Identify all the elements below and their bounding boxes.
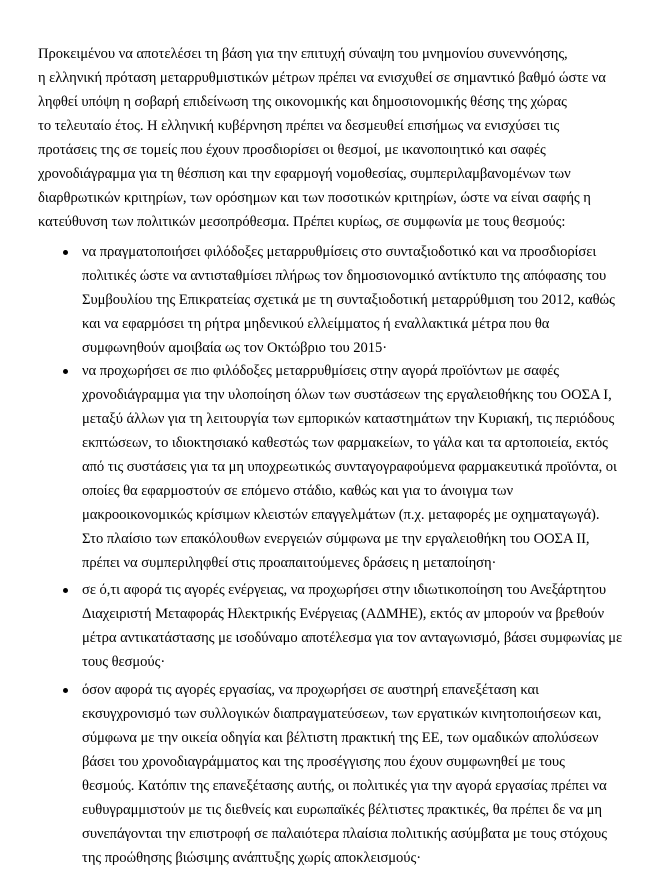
- intro-line: Προκειμένου να αποτελέσει τη βάση για την επιτυχή σύναψη του μνημονίου συνεννόησης,: [38, 46, 568, 62]
- bullet-line: συνεπάγονται την επιστροφή σε παλαιότερα πλαίσια πολιτικής ασύμβατα με τους στόχους: [82, 826, 607, 842]
- bullet-line: πολιτικές ώστε να αντισταθμίσει πλήρως τον δημοσιονομικό αντίκτυπο της απόφασης του: [82, 268, 607, 284]
- bullet-line: να προχωρήσει σε πιο φιλόδοξες μεταρρυθμίσεις στην αγορά προϊόντων με σαφές: [82, 363, 560, 379]
- bullet-line: πρέπει να συμπεριληφθεί στις προαπαιτούμενες δράσεις η μεταποίηση·: [82, 555, 497, 571]
- bullet-line: και να εφαρμόσει τη ρήτρα μηδενικού ελλείμματος ή εναλλακτικά μέτρα που θα: [82, 316, 550, 332]
- bullet-line: της προώθησης βιώσιμης ανάπτυξης χωρίς αποκλεισμούς·: [82, 850, 422, 866]
- bullet-line: να πραγματοποιήσει φιλόδοξες μεταρρυθμίσεις στο συνταξιοδοτικό και να προσδιορίσει: [82, 244, 597, 260]
- bullet-line: μακροοικονομικώς κρίσιμων κλειστών επαγγελμάτων (π.χ. μεταφορές με οχηματαγωγά).: [82, 507, 600, 523]
- intro-line: ληφθεί υπόψη η σοβαρή επιδείνωση της οικονομικής και δημοσιονομικής θέσης της χώρας: [38, 94, 567, 110]
- bullet-line: εκπτώσεων, το ιδιοκτησιακό καθεστώς των φαρμακείων, το γάλα και τα αρτοποιεία, εκτός: [82, 435, 608, 451]
- bullet-line: ευθυγραμμιστούν με τις διεθνείς και ευρωπαϊκές βέλτιστες πρακτικές, θα πρέπει δε να μη: [82, 802, 602, 818]
- bullet-icon: [63, 250, 68, 255]
- intro-line: κατεύθυνση των πολιτικών μεσοπρόθεσμα. Πρέπει κυρίως, σε συμφωνία με τους θεσμούς:: [38, 214, 566, 230]
- bullet-line: εκσυγχρονισμό των συλλογικών διαπραγματεύσεων, των εργατικών κινητοποιήσεων και,: [82, 706, 602, 722]
- intro-line: διαρθρωτικών κριτηρίων, των ορόσημων και των ποσοτικών κριτηρίων, ώστε να είναι σαφής η: [38, 190, 591, 206]
- bullet-line: οποίες θα εφαρμοστούν σε επόμενο στάδιο, καθώς και για το άνοιγμα των: [82, 483, 514, 499]
- bullet-line: Συμβουλίου της Επικρατείας σχετικά με τη συνταξιοδοτική μεταρρύθμιση του 2012, καθώς: [82, 292, 615, 308]
- intro-line: προτάσεις της σε τομείς που έχουν προσδιορίσει οι θεσμοί, με ικανοποιητικό και σαφές: [38, 142, 546, 158]
- intro-line: η ελληνική πρόταση μεταρρυθμιστικών μέτρων πρέπει να ενισχυθεί σε σημαντικό βαθμό ώστε να: [38, 70, 606, 86]
- bullet-line: μέτρα αντικατάστασης με ισοδύναμο αποτέλεσμα για τον ανταγωνισμό, βάσει συμφωνίας με: [82, 630, 623, 646]
- bullet-icon: [63, 588, 68, 593]
- intro-line: χρονοδιάγραμμα για τη θέσπιση και την εφαρμογή νομοθεσίας, συμπεριλαμβανομένων των: [38, 166, 571, 182]
- bullet-line: θεσμούς. Κατόπιν της επανεξέτασης αυτής, οι πολιτικές για την αγορά εργασίας πρέπει να: [82, 778, 607, 794]
- bullet-line: Στο πλαίσιο των επακόλουθων ενεργειών σύμφωνα με την εργαλειοθήκη του ΟΟΣΑ ΙΙ,: [82, 531, 590, 547]
- bullet-line: βάσει του χρονοδιαγράμματος και της προσέγγισης που έχουν συμφωνηθεί με τους: [82, 754, 565, 770]
- bullet-icon: [63, 688, 68, 693]
- bullet-icon: [63, 369, 68, 374]
- bullet-line: μεταξύ άλλων για τη λειτουργία των εμπορικών καταστημάτων την Κυριακή, τις περιόδους: [82, 411, 615, 427]
- intro-line: το τελευταίο έτος. Η ελληνική κυβέρνηση πρέπει να δεσμευθεί επισήμως να ενισχύσει τις: [38, 118, 560, 134]
- bullet-line: Διαχειριστή Μεταφοράς Ηλεκτρικής Ενέργειας (ΑΔΜΗΕ), εκτός αν μπορούν να βρεθούν: [82, 606, 605, 622]
- bullet-line: τους θεσμούς·: [82, 654, 166, 670]
- bullet-line: σε ό,τι αφορά τις αγορές ενέργειας, να προχωρήσει στην ιδιωτικοποίηση του Ανεξάρτητου: [82, 582, 606, 598]
- bullet-line: από τις συστάσεις για τα μη υποχρεωτικώς συνταγογραφούμενα φαρμακευτικά προϊόντα, οι: [82, 459, 617, 475]
- bullet-line: σύμφωνα με την οικεία οδηγία και βέλτιστη πρακτική της ΕΕ, των ομαδικών απολύσεων: [82, 730, 599, 746]
- bullet-line: όσον αφορά τις αγορές εργασίας, να προχωρήσει σε αυστηρή επανεξέταση και: [82, 682, 540, 698]
- bullet-line: χρονοδιάγραμμα για την υλοποίηση όλων των συστάσεων της εργαλειοθήκης του ΟΟΣΑ Ι,: [82, 387, 612, 403]
- bullet-line: συμφωνηθούν αμοιβαία ως τον Οκτώβριο του 2015·: [82, 340, 388, 356]
